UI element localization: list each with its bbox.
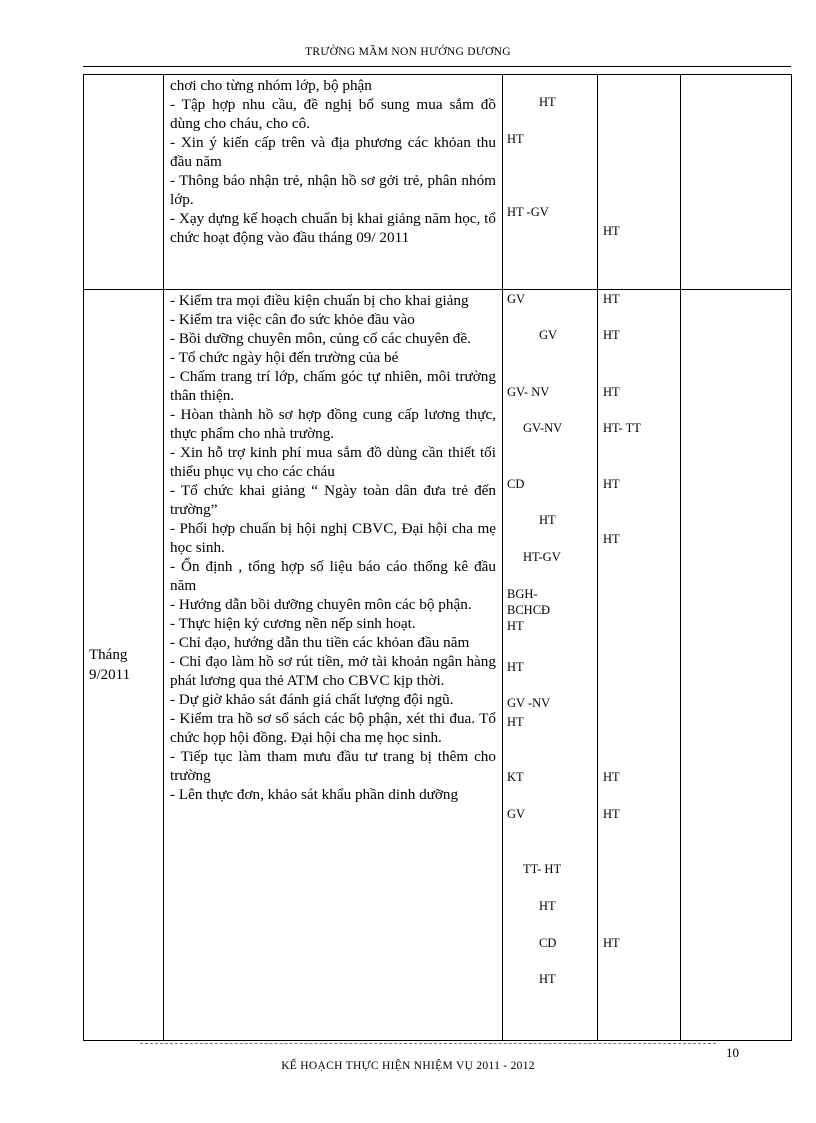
task-item: - Bồi dưỡng chuyên môn, củng cố các chuyên đề. [170, 330, 471, 347]
responsible-tag: GV-NV [523, 421, 563, 435]
page-footer: KẾ HOẠCH THỰC HIỆN NHIỆM VỤ 2011 - 2012 [281, 1060, 535, 1072]
task-item: - Xin hỗ trợ kinh phí mua sắm đồ dùng cần thiết tối thiểu phục vụ cho các cháu [170, 444, 496, 480]
task-item: - Chỉ đạo, hướng dẫn thu tiền các khỏan đầu năm [170, 634, 470, 651]
table-row [84, 75, 792, 290]
responsible-cell [503, 75, 598, 290]
responsible-tag: CD [539, 936, 557, 950]
responsible-tag: GV [507, 807, 526, 821]
coordinate-tag: HT [603, 477, 620, 491]
coordinate-tag: HT [603, 770, 620, 784]
responsible-tag: HT [539, 899, 556, 913]
coordinate-tag: HT- TT [603, 421, 641, 435]
header-rule [83, 66, 791, 67]
responsible-tag: GV [539, 328, 558, 342]
task-item: - Ổn định , tổng hợp số liệu báo cáo thống kê đầu năm [170, 558, 496, 594]
task-item: - Kiểm tra mọi điều kiện chuẩn bị cho khai giảng [170, 292, 469, 309]
task-item: - Hướng dẫn bồi dưỡng chuyên môn các bộ phận. [170, 596, 472, 613]
responsible-tag: HT [539, 95, 556, 109]
responsible-tag: GV [507, 292, 526, 306]
task-item: - Xin ý kiến cấp trên và địa phương các khỏan thu đầu năm [170, 134, 496, 170]
month-cell: Tháng 9/2011 [84, 290, 164, 1041]
responsible-tag: GV -NV [507, 696, 551, 710]
responsible-tag: HT [507, 132, 524, 146]
task-item: - Thông báo nhận trẻ, nhận hồ sơ gởi trẻ, phân nhóm lớp. [170, 172, 496, 208]
task-item: - Chỉ đạo làm hồ sơ rút tiền, mở tài khoản ngân hàng phát lương qua thẻ ATM cho CBVC kịp thời. [170, 653, 496, 689]
responsible-tag: HT [539, 972, 556, 986]
note-cell [681, 75, 792, 290]
responsible-tag: KT [507, 770, 524, 784]
task-item: - Tổ chức ngày hội đến trường của bé [170, 349, 399, 366]
plan-table [83, 74, 792, 1041]
coordinate-tag: HT [603, 292, 620, 306]
coordinate-tag: HT [603, 936, 620, 950]
task-item: chơi cho từng nhóm lớp, bộ phận [170, 77, 372, 94]
coordinate-tag: HT [603, 532, 620, 546]
month-cell [84, 75, 164, 290]
responsible-tag: HT -GV [507, 205, 549, 219]
tasks-cell [164, 290, 503, 1041]
coordinate-tag: HT [603, 385, 620, 399]
task-item: - Tổ chức khai giảng “ Ngày toàn dân đưa trẻ đến trường” [170, 482, 496, 518]
responsible-tag: HT [507, 715, 524, 729]
task-item: - Xạy dựng kế hoạch chuẩn bị khai giảng năm học, tổ chức hoạt động vào đầu tháng 09/ 2011 [170, 210, 496, 246]
table-row [84, 290, 792, 1041]
task-item: - Dự giờ khảo sát đánh giá chất lượng đội ngũ. [170, 691, 454, 708]
page-number: 10 [726, 1045, 739, 1060]
responsible-tag: HT [507, 619, 524, 633]
coordinate-cell [598, 75, 681, 290]
task-item: - Kiểm tra hồ sơ sổ sách các bộ phận, xét thi đua. Tổ chức họp hội đồng. Đại hội cha mẹ học sinh. [170, 710, 496, 746]
responsible-tag: BGH- [507, 587, 538, 601]
coordinate-cell [598, 290, 681, 1041]
tasks-cell [164, 75, 503, 290]
responsible-tag: HT [539, 513, 556, 527]
task-item: - Hòan thành hồ sơ hợp đồng cung cấp lương thực, thực phẩm cho nhà trường. [170, 406, 496, 442]
coordinate-tag: HT [603, 807, 620, 821]
task-item: - Tập hợp nhu cầu, đề nghị bổ sung mua sắm đồ dùng cho cháu, cho cô. [170, 96, 496, 132]
footer-rule [140, 1043, 716, 1044]
responsible-tag: BCHCĐ [507, 603, 551, 617]
responsible-tag: GV- NV [507, 385, 550, 399]
task-item: - Tiếp tục làm tham mưu đầu tư trang bị thêm cho trường [170, 748, 496, 784]
coordinate-tag: HT [603, 328, 620, 342]
note-cell [681, 290, 792, 1041]
responsible-cell [503, 290, 598, 1041]
responsible-tag: CD [507, 477, 525, 491]
coordinate-tag: HT [603, 224, 620, 238]
responsible-tag: HT-GV [523, 550, 561, 564]
task-item: - Thực hiện kỷ cương nền nếp sinh hoạt. [170, 615, 416, 632]
task-item: - Kiểm tra việc cân đo sức khỏe đầu vào [170, 311, 415, 328]
task-item: - Chấm trang trí lớp, chấm góc tự nhiên, môi trường thân thiện. [170, 368, 496, 404]
responsible-tag: TT- HT [523, 862, 562, 876]
responsible-tag: HT [507, 660, 524, 674]
task-item: - Phối hợp chuẩn bị hội nghị CBVC, Đại hội cha mẹ học sinh. [170, 520, 496, 556]
task-item: - Lên thực đơn, khảo sát khẩu phần dinh dưỡng [170, 786, 459, 803]
page-header: TRƯỜNG MẦM NON HƯỚNG DƯƠNG [305, 46, 511, 58]
